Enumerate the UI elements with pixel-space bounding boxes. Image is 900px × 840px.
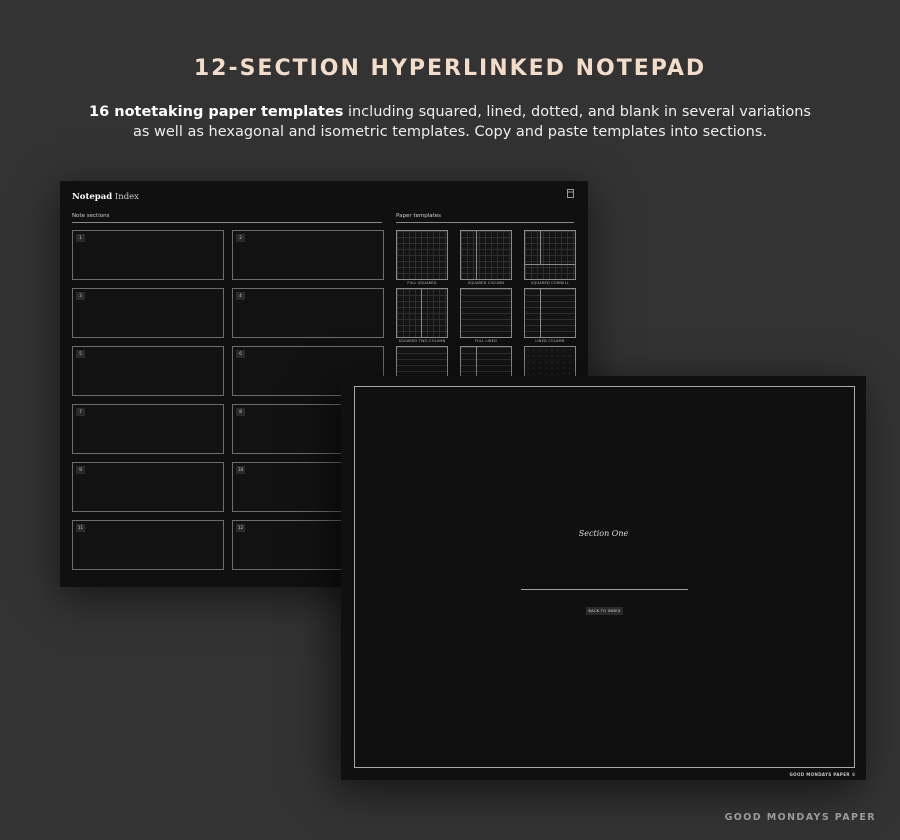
section-page: [341, 376, 866, 780]
template-thumbnail[interactable]: [460, 288, 512, 338]
section-rule: [521, 589, 688, 590]
template-label: SQUARED TWO-COLUMN: [398, 339, 446, 343]
note-section-4[interactable]: [232, 288, 384, 338]
section-frame: [354, 386, 855, 768]
note-section-number: 3: [76, 292, 85, 300]
note-section-number: 9: [76, 466, 85, 474]
note-section-7[interactable]: [72, 404, 224, 454]
note-section-11[interactable]: [72, 520, 224, 570]
note-section-number: 6: [236, 350, 245, 358]
note-section-number: 4: [236, 292, 245, 300]
paper-templates-rule: [396, 222, 574, 223]
template-label: SQUARED CORNELL: [531, 281, 569, 285]
note-section-9[interactable]: [72, 462, 224, 512]
template-label: LINED COLUMN: [535, 339, 565, 343]
note-section-number: 10: [237, 467, 244, 472]
template-cue-divider: [540, 231, 541, 265]
template-label: FULL LINED: [474, 339, 498, 343]
description-line1: including squared, lined, dotted, and blank in several variations: [343, 104, 811, 120]
description: [60, 102, 840, 142]
template-column-divider: [540, 289, 541, 337]
description-bold: 16 notetaking paper templates: [89, 104, 344, 120]
section-title: Section One: [578, 529, 629, 538]
template-summary-divider: [525, 264, 575, 265]
template-thumbnail[interactable]: [460, 230, 512, 280]
note-section-number: 11: [77, 525, 84, 530]
index-title: [72, 192, 139, 202]
index-title-rest: Index: [112, 192, 139, 202]
note-section-number: 8: [236, 408, 245, 416]
note-section-number: 12: [237, 525, 244, 530]
footer-mark: GOOD MONDAYS PAPER ©: [789, 772, 856, 777]
template-column-divider: [421, 289, 422, 337]
note-section-1[interactable]: [72, 230, 224, 280]
template-thumbnail[interactable]: [524, 288, 576, 338]
note-section-5[interactable]: [72, 346, 224, 396]
note-section-3[interactable]: [72, 288, 224, 338]
note-section-2[interactable]: [232, 230, 384, 280]
brand-name: GOOD MONDAYS PAPER: [724, 812, 876, 823]
note-section-number: 1: [76, 234, 85, 242]
template-thumbnail[interactable]: [396, 288, 448, 338]
note-section-number: 5: [76, 350, 85, 358]
note-sections-label: Note sections: [72, 213, 110, 219]
headline: 12-SECTION HYPERLINKED NOTEPAD: [193, 56, 707, 81]
template-thumbnail[interactable]: [524, 230, 576, 280]
note-section-number: 7: [76, 408, 85, 416]
bookmark-icon[interactable]: [567, 189, 574, 198]
paper-templates-label: Paper templates: [396, 213, 442, 219]
index-title-bold: Notepad: [72, 192, 113, 202]
description-line2: as well as hexagonal and isometric templates. Copy and paste templates into sections.: [132, 124, 768, 140]
note-section-number: 2: [236, 234, 245, 242]
template-thumbnail[interactable]: [396, 230, 448, 280]
back-to-index-button[interactable]: BACK TO INDEX: [586, 607, 623, 615]
template-label: SQUARED COLUMN: [467, 281, 505, 285]
template-column-divider: [476, 231, 477, 279]
template-label: FULL SQUARED: [407, 281, 437, 285]
note-sections-rule: [72, 222, 382, 223]
